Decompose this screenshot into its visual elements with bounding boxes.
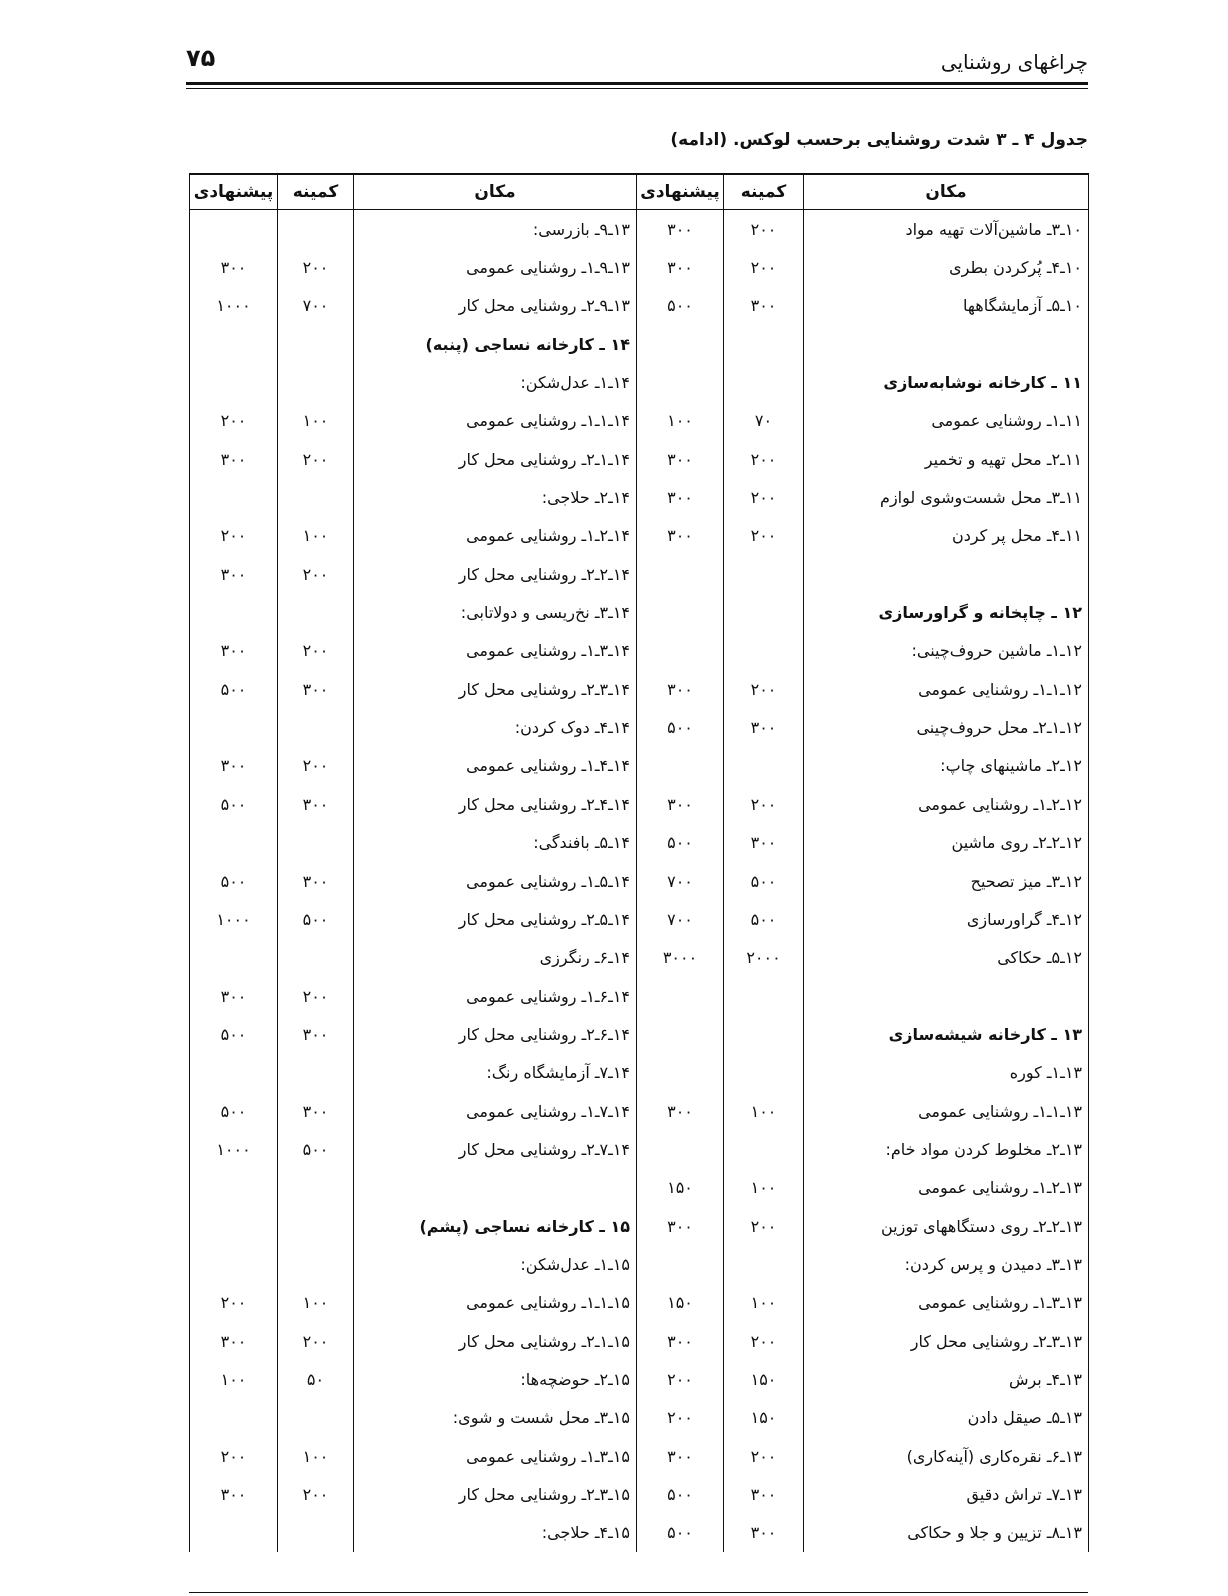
cell-suggested-left: ۳۰۰ [190,248,278,286]
cell-suggested-right [637,325,724,363]
cell-suggested-right: ۳۰۰ [637,670,724,708]
cell-suggested-left [190,210,278,249]
cell-suggested-left: ۳۰۰ [190,632,278,670]
cell-min-left [278,939,354,977]
cell-min-left [278,478,354,516]
table-row [190,1169,1089,1207]
cell-min-left: ۲۰۰ [278,248,354,286]
table-row [190,1130,1089,1168]
cell-location-left: ۱۵ـ۱ـ۲ـ روشنایی محل کار [354,1322,637,1360]
cell-suggested-left [190,1399,278,1437]
header-min-left: کمینه [278,174,354,210]
cell-min-right: ۲۰۰۰ [724,939,804,977]
cell-location-right: ۱۲ـ۱ـ۲ـ محل حروف‌چینی [804,708,1089,746]
cell-location-left: ۱۵ ـ کارخانه نساجی (پشم) [354,1207,637,1245]
cell-min-left [278,325,354,363]
cell-min-right [724,1245,804,1283]
cell-min-left: ۲۰۰ [278,440,354,478]
cell-min-right: ۲۰۰ [724,478,804,516]
cell-suggested-left: ۵۰۰ [190,670,278,708]
cell-suggested-left [190,824,278,862]
cell-suggested-left [190,363,278,401]
cell-location-left: ۱۴ـ۱ـ۲ـ روشنایی محل کار [354,440,637,478]
cell-location-right [804,555,1089,593]
cell-location-left: ۱۴ـ۳ـ نخ‌ریسی و دولاتابی: [354,593,637,631]
cell-suggested-left: ۳۰۰ [190,747,278,785]
cell-suggested-left [190,478,278,516]
cell-location-right: ۱۳ـ۲ـ۲ـ روی دستگاههای توزین [804,1207,1089,1245]
table-row [190,785,1089,823]
cell-min-right: ۲۰۰ [724,1322,804,1360]
cell-location-right: ۱۱ـ۳ـ محل شست‌وشوی لوازم [804,478,1089,516]
table-row [190,440,1089,478]
cell-location-left: ۱۴ـ۶ـ۲ـ روشنایی محل کار [354,1015,637,1053]
cell-suggested-right: ۳۰۰ [637,517,724,555]
page-number: ۷۵ [186,44,216,72]
cell-location-right: ۱۰ـ۵ـ آزمایشگاهها [804,287,1089,325]
cell-min-right [724,1130,804,1168]
cell-location-right: ۱۳ـ۸ـ تزیین و جلا و حکاکی [804,1514,1089,1552]
cell-suggested-right: ۳۰۰ [637,248,724,286]
cell-suggested-right: ۱۰۰ [637,402,724,440]
cell-location-right: ۱۳ـ۲ـ مخلوط کردن مواد خام: [804,1130,1089,1168]
cell-min-left: ۱۰۰ [278,1437,354,1475]
cell-location-right: ۱۳ـ۱ـ کوره [804,1054,1089,1092]
cell-suggested-right: ۲۰۰ [637,1360,724,1398]
table-row [190,478,1089,516]
cell-suggested-right: ۳۰۰ [637,1322,724,1360]
table-row [190,363,1089,401]
cell-min-left [278,210,354,249]
cell-location-right: ۱۳ـ۳ـ۱ـ روشنایی عمومی [804,1284,1089,1322]
table-row [190,402,1089,440]
table-row [190,1399,1089,1437]
cell-min-right [724,325,804,363]
cell-min-left: ۲۰۰ [278,977,354,1015]
cell-min-right: ۱۰۰ [724,1284,804,1322]
table-row [190,1245,1089,1283]
cell-location-right: ۱۳ـ۵ـ صیقل دادن [804,1399,1089,1437]
cell-location-right: ۱۱ـ۲ـ محل تهیه و تخمیر [804,440,1089,478]
cell-location-right: ۱۳ـ۷ـ تراش دقیق [804,1475,1089,1513]
cell-suggested-right: ۳۰۰ [637,1207,724,1245]
cell-suggested-right: ۵۰۰ [637,287,724,325]
cell-location-left: ۱۴ـ۶ـ رنگرزی [354,939,637,977]
cell-location-right [804,325,1089,363]
cell-min-right [724,1054,804,1092]
header-location-right: مکان [804,174,1089,210]
cell-suggested-right: ۳۰۰۰ [637,939,724,977]
cell-suggested-right [637,1015,724,1053]
cell-min-left: ۱۰۰ [278,402,354,440]
cell-location-right: ۱۱ـ۴ـ محل پر کردن [804,517,1089,555]
cell-suggested-right [637,593,724,631]
cell-location-right [804,977,1089,1015]
cell-suggested-right: ۷۰۰ [637,900,724,938]
cell-min-right: ۲۰۰ [724,517,804,555]
cell-location-right: ۱۰ـ۴ـ پُرکردن بطری [804,248,1089,286]
cell-suggested-left [190,708,278,746]
cell-location-left: ۱۴ـ۵ـ۲ـ روشنایی محل کار [354,900,637,938]
cell-suggested-left [190,1169,278,1207]
cell-min-right: ۲۰۰ [724,1207,804,1245]
cell-suggested-left: ۱۰۰ [190,1360,278,1398]
cell-location-left: ۱۴ـ۳ـ۲ـ روشنایی محل کار [354,670,637,708]
cell-location-left: ۱۴ـ۷ـ۱ـ روشنایی عمومی [354,1092,637,1130]
cell-suggested-right [637,1130,724,1168]
cell-location-right: ۱۲ـ۳ـ میز تصحیح [804,862,1089,900]
cell-location-right: ۱۲ـ۲ـ۱ـ روشنایی عمومی [804,785,1089,823]
cell-suggested-left: ۲۰۰ [190,1284,278,1322]
cell-location-left: ۱۵ـ۳ـ محل شست و شوی: [354,1399,637,1437]
running-title: چراغهای روشنایی [940,50,1088,74]
cell-suggested-left: ۳۰۰ [190,555,278,593]
cell-suggested-right: ۱۵۰ [637,1284,724,1322]
cell-min-left: ۵۰۰ [278,1130,354,1168]
cell-suggested-right: ۳۰۰ [637,1437,724,1475]
cell-location-right: ۱۳ـ۴ـ برش [804,1360,1089,1398]
cell-suggested-left [190,1054,278,1092]
cell-location-right: ۱۳ـ۲ـ۱ـ روشنایی عمومی [804,1169,1089,1207]
cell-location-left: ۱۴ـ۱ـ عدل‌شکن: [354,363,637,401]
cell-min-right: ۷۰ [724,402,804,440]
cell-min-right: ۳۰۰ [724,824,804,862]
cell-min-right: ۳۰۰ [724,287,804,325]
cell-min-left [278,1207,354,1245]
cell-location-left: ۱۴ـ۱ـ۱ـ روشنایی عمومی [354,402,637,440]
table-row [190,1514,1089,1552]
cell-suggested-right: ۵۰۰ [637,1475,724,1513]
table-body [190,210,1089,1553]
cell-min-right [724,363,804,401]
illuminance-table [189,173,1089,1552]
table-row [190,708,1089,746]
cell-location-right: ۱۱ ـ کارخانه نوشابه‌سازی [804,363,1089,401]
cell-suggested-right: ۷۰۰ [637,862,724,900]
cell-min-left: ۱۰۰ [278,1284,354,1322]
cell-min-left [278,1399,354,1437]
header-suggested-left: پیشنهادی [190,174,278,210]
header-row [190,174,1089,210]
cell-suggested-right: ۳۰۰ [637,440,724,478]
cell-location-left: ۱۴ـ۲ـ۱ـ روشنایی عمومی [354,517,637,555]
cell-min-right: ۲۰۰ [724,1437,804,1475]
cell-min-left: ۲۰۰ [278,1322,354,1360]
table-row [190,248,1089,286]
cell-min-right [724,977,804,1015]
cell-min-right [724,593,804,631]
cell-min-right: ۵۰۰ [724,900,804,938]
cell-min-right [724,1015,804,1053]
cell-suggested-right [637,632,724,670]
cell-min-left: ۷۰۰ [278,287,354,325]
table-row [190,1284,1089,1322]
cell-suggested-left [190,1514,278,1552]
cell-location-left: ۱۴ ـ کارخانه نساجی (پنبه) [354,325,637,363]
cell-min-right: ۱۵۰ [724,1399,804,1437]
cell-location-left: ۱۴ـ۴ـ۲ـ روشنایی محل کار [354,785,637,823]
cell-min-right: ۲۰۰ [724,248,804,286]
cell-min-left [278,1245,354,1283]
cell-min-left: ۳۰۰ [278,785,354,823]
table-row [190,1360,1089,1398]
cell-location-right: ۱۳ ـ کارخانه شیشه‌سازی [804,1015,1089,1053]
table-row [190,1015,1089,1053]
page-header [186,44,1088,84]
cell-suggested-right: ۵۰۰ [637,708,724,746]
cell-suggested-left: ۳۰۰ [190,977,278,1015]
cell-min-right: ۵۰۰ [724,862,804,900]
table-row [190,555,1089,593]
cell-min-right: ۲۰۰ [724,440,804,478]
header-suggested-right: پیشنهادی [637,174,724,210]
table-row [190,1437,1089,1475]
cell-suggested-left: ۳۰۰ [190,1322,278,1360]
table-row [190,824,1089,862]
cell-location-left: ۱۴ـ۲ـ۲ـ روشنایی محل کار [354,555,637,593]
table-row [190,670,1089,708]
cell-suggested-right: ۳۰۰ [637,478,724,516]
cell-min-left [278,363,354,401]
cell-location-right: ۱۱ـ۱ـ روشنایی عمومی [804,402,1089,440]
cell-location-left: ۱۴ـ۳ـ۱ـ روشنایی عمومی [354,632,637,670]
cell-location-left: ۱۳ـ۹ـ۱ـ روشنایی عمومی [354,248,637,286]
cell-location-left: ۱۳ـ۹ـ۲ـ روشنایی محل کار [354,287,637,325]
cell-suggested-left: ۵۰۰ [190,1092,278,1130]
cell-min-left: ۵۰ [278,1360,354,1398]
header-location-left: مکان [354,174,637,210]
table-row [190,1092,1089,1130]
cell-location-left: ۱۵ـ۳ـ۲ـ روشنایی محل کار [354,1475,637,1513]
cell-suggested-right: ۳۰۰ [637,785,724,823]
cell-suggested-left: ۲۰۰ [190,1437,278,1475]
header-rule-thick [186,82,1088,85]
cell-location-left: ۱۴ـ۴ـ۱ـ روشنایی عمومی [354,747,637,785]
cell-min-right: ۳۰۰ [724,708,804,746]
cell-suggested-left [190,1245,278,1283]
cell-min-right: ۲۰۰ [724,785,804,823]
table-row [190,900,1089,938]
cell-location-left: ۱۵ـ۱ـ عدل‌شکن: [354,1245,637,1283]
cell-suggested-left: ۳۰۰ [190,440,278,478]
cell-min-left [278,1054,354,1092]
cell-suggested-left: ۱۰۰۰ [190,1130,278,1168]
cell-location-right: ۱۲ـ۴ـ گراورسازی [804,900,1089,938]
table-row [190,1207,1089,1245]
cell-suggested-right [637,363,724,401]
cell-location-left: ۱۴ـ۶ـ۱ـ روشنایی عمومی [354,977,637,1015]
cell-location-left: ۱۴ـ۴ـ دوک کردن: [354,708,637,746]
cell-suggested-left: ۱۰۰۰ [190,287,278,325]
cell-min-left: ۳۰۰ [278,670,354,708]
cell-location-right: ۱۳ـ۳ـ دمیدن و پرس کردن: [804,1245,1089,1283]
cell-min-right [724,747,804,785]
cell-min-right: ۳۰۰ [724,1514,804,1552]
cell-location-left: ۱۵ـ۱ـ۱ـ روشنایی عمومی [354,1284,637,1322]
cell-suggested-right: ۵۰۰ [637,824,724,862]
cell-suggested-right: ۵۰۰ [637,1514,724,1552]
cell-suggested-left [190,939,278,977]
cell-min-right: ۳۰۰ [724,1475,804,1513]
cell-location-left [354,1169,637,1207]
cell-suggested-right [637,1054,724,1092]
cell-location-left: ۱۵ـ۲ـ حوضچه‌ها: [354,1360,637,1398]
table-row [190,977,1089,1015]
cell-location-left: ۱۴ـ۲ـ حلاجی: [354,478,637,516]
cell-location-left: ۱۵ـ۴ـ حلاجی: [354,1514,637,1552]
header-rule-thin [186,88,1088,89]
table-row [190,287,1089,325]
cell-suggested-right [637,555,724,593]
cell-location-left: ۱۳ـ۹ـ بازرسی: [354,210,637,249]
cell-location-right: ۱۲ـ۲ـ ماشینهای چاپ: [804,747,1089,785]
cell-suggested-left [190,593,278,631]
cell-location-left: ۱۴ـ۵ـ بافندگی: [354,824,637,862]
cell-min-right: ۱۵۰ [724,1360,804,1398]
table-row [190,593,1089,631]
cell-location-left: ۱۵ـ۳ـ۱ـ روشنایی عمومی [354,1437,637,1475]
cell-min-left [278,824,354,862]
table-row [190,632,1089,670]
table-row [190,325,1089,363]
cell-min-right: ۲۰۰ [724,210,804,249]
cell-min-left: ۱۰۰ [278,517,354,555]
cell-suggested-right: ۳۰۰ [637,210,724,249]
cell-min-left [278,708,354,746]
cell-min-left: ۳۰۰ [278,862,354,900]
table-row [190,517,1089,555]
cell-suggested-right: ۲۰۰ [637,1399,724,1437]
cell-min-left: ۳۰۰ [278,1092,354,1130]
cell-location-right: ۱۲ـ۱ـ ماشین حروف‌چینی: [804,632,1089,670]
cell-min-right [724,555,804,593]
cell-location-left: ۱۴ـ۷ـ آزمایشگاه رنگ: [354,1054,637,1092]
table-row [190,210,1089,249]
cell-suggested-right [637,1245,724,1283]
header-min-right: کمینه [724,174,804,210]
cell-suggested-left: ۵۰۰ [190,785,278,823]
table-caption: جدول ۴ ـ ۳ شدت روشنایی برحسب لوکس. (ادامه) [670,130,1088,150]
cell-min-left [278,1169,354,1207]
cell-suggested-left: ۱۰۰۰ [190,900,278,938]
cell-suggested-left: ۵۰۰ [190,862,278,900]
cell-suggested-right [637,977,724,1015]
cell-min-left: ۲۰۰ [278,632,354,670]
cell-min-left [278,1514,354,1552]
cell-location-right: ۱۰ـ۳ـ ماشین‌آلات تهیه مواد [804,210,1089,249]
cell-location-right: ۱۲ ـ چاپخانه و گراورسازی [804,593,1089,631]
cell-suggested-right: ۳۰۰ [637,1092,724,1130]
table-bottom-rule [189,1592,1088,1593]
cell-suggested-left [190,325,278,363]
table-row [190,1475,1089,1513]
cell-min-left [278,593,354,631]
cell-location-right: ۱۳ـ۳ـ۲ـ روشنایی محل کار [804,1322,1089,1360]
table-row [190,1054,1089,1092]
cell-min-right: ۲۰۰ [724,670,804,708]
cell-location-right: ۱۲ـ۱ـ۱ـ روشنایی عمومی [804,670,1089,708]
cell-min-right: ۱۰۰ [724,1169,804,1207]
cell-location-right: ۱۳ـ۶ـ نقره‌کاری (آینه‌کاری) [804,1437,1089,1475]
cell-location-left: ۱۴ـ۷ـ۲ـ روشنایی محل کار [354,1130,637,1168]
cell-suggested-left: ۲۰۰ [190,517,278,555]
cell-min-left: ۳۰۰ [278,1015,354,1053]
cell-suggested-left: ۳۰۰ [190,1475,278,1513]
cell-location-right: ۱۲ـ۲ـ۲ـ روی ماشین [804,824,1089,862]
table-row [190,939,1089,977]
cell-suggested-right: ۱۵۰ [637,1169,724,1207]
table-row [190,862,1089,900]
cell-suggested-left [190,1207,278,1245]
cell-min-right: ۱۰۰ [724,1092,804,1130]
cell-suggested-right [637,747,724,785]
cell-min-left: ۲۰۰ [278,747,354,785]
cell-min-left: ۲۰۰ [278,1475,354,1513]
cell-location-right: ۱۲ـ۵ـ حکاکی [804,939,1089,977]
cell-suggested-left: ۲۰۰ [190,402,278,440]
cell-location-left: ۱۴ـ۵ـ۱ـ روشنایی عمومی [354,862,637,900]
table-row [190,747,1089,785]
cell-location-right: ۱۳ـ۱ـ۱ـ روشنایی عمومی [804,1092,1089,1130]
cell-min-left: ۵۰۰ [278,900,354,938]
cell-min-right [724,632,804,670]
table-row [190,1322,1089,1360]
cell-suggested-left: ۵۰۰ [190,1015,278,1053]
cell-min-left: ۲۰۰ [278,555,354,593]
